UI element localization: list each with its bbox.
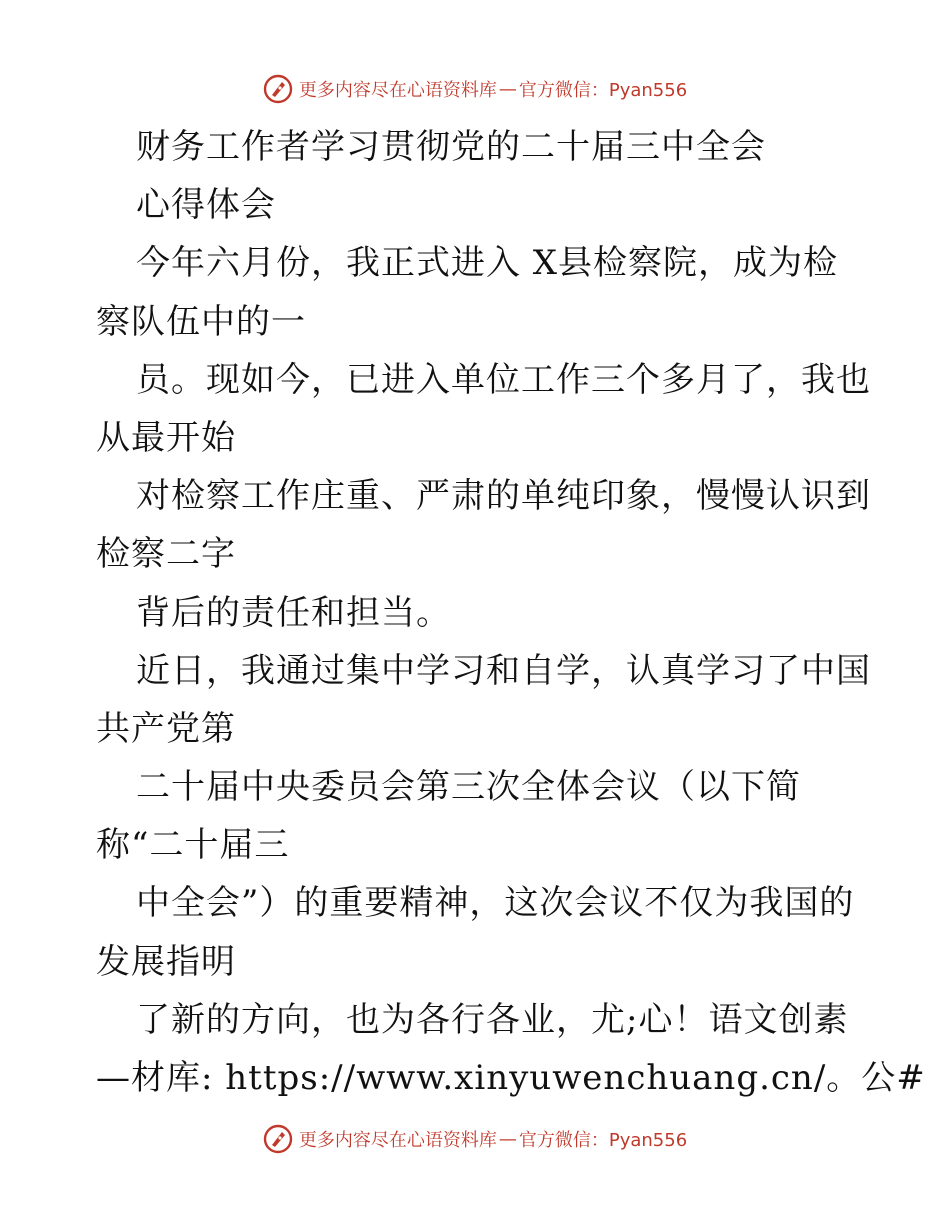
paragraph-line: 了新的方向，也为各行各业，尤;心！语文创素 — [136, 999, 849, 1040]
banner-wechat-text: 官方微信：Pyan556 — [518, 1130, 688, 1151]
paragraph-line: 检察二字 — [96, 534, 236, 575]
header-banner — [0, 74, 950, 104]
pen-nib-circle-icon — [263, 1124, 293, 1154]
banner-dash: — — [498, 1128, 517, 1150]
banner-library-text: 更多内容尽在心语资料库 — [298, 1130, 497, 1151]
banner-library-text: 更多内容尽在心语资料库 — [298, 80, 497, 101]
paragraph-line: 背后的责任和担当。 — [136, 592, 451, 633]
paragraph-line: 从最开始 — [96, 417, 236, 458]
document-subtitle: 心得体会 — [136, 185, 276, 226]
paragraph-line: 共产党第 — [96, 708, 236, 749]
paragraph-line: 称“二十届三 — [96, 825, 290, 866]
paragraph-line: 对检察工作庄重、严肃的单纯印象，慢慢认识到 — [136, 476, 871, 517]
document-title: 财务工作者学习贯彻党的二十届三中全会 — [136, 127, 766, 167]
paragraph-line: 发展指明 — [96, 941, 236, 982]
paragraph-line: 察队伍中的一 — [96, 301, 306, 342]
document-body — [96, 118, 926, 1107]
paragraph-line: 二十届中央委员会第三次全体会议（以下简 — [136, 767, 801, 808]
paragraph-line-url: —材库: https://www.xinyuwenchuang.cn/。公# — [96, 1058, 926, 1098]
paragraph-line: 员。现如今，已进入单位工作三个多月了，我也 — [136, 359, 871, 400]
paragraph-line: 今年六月份，我正式进入 X县检察院，成为检 — [136, 243, 839, 284]
paragraph-line: 中全会”）的重要精神，这次会议不仅为我国的 — [136, 883, 855, 924]
paragraph-line: 近日，我通过集中学习和自学，认真学习了中国 — [136, 650, 871, 691]
pen-nib-circle-icon — [263, 74, 293, 104]
banner-wechat-text: 官方微信：Pyan556 — [518, 80, 688, 101]
footer-banner — [0, 1124, 950, 1154]
banner-dash: — — [498, 78, 517, 100]
